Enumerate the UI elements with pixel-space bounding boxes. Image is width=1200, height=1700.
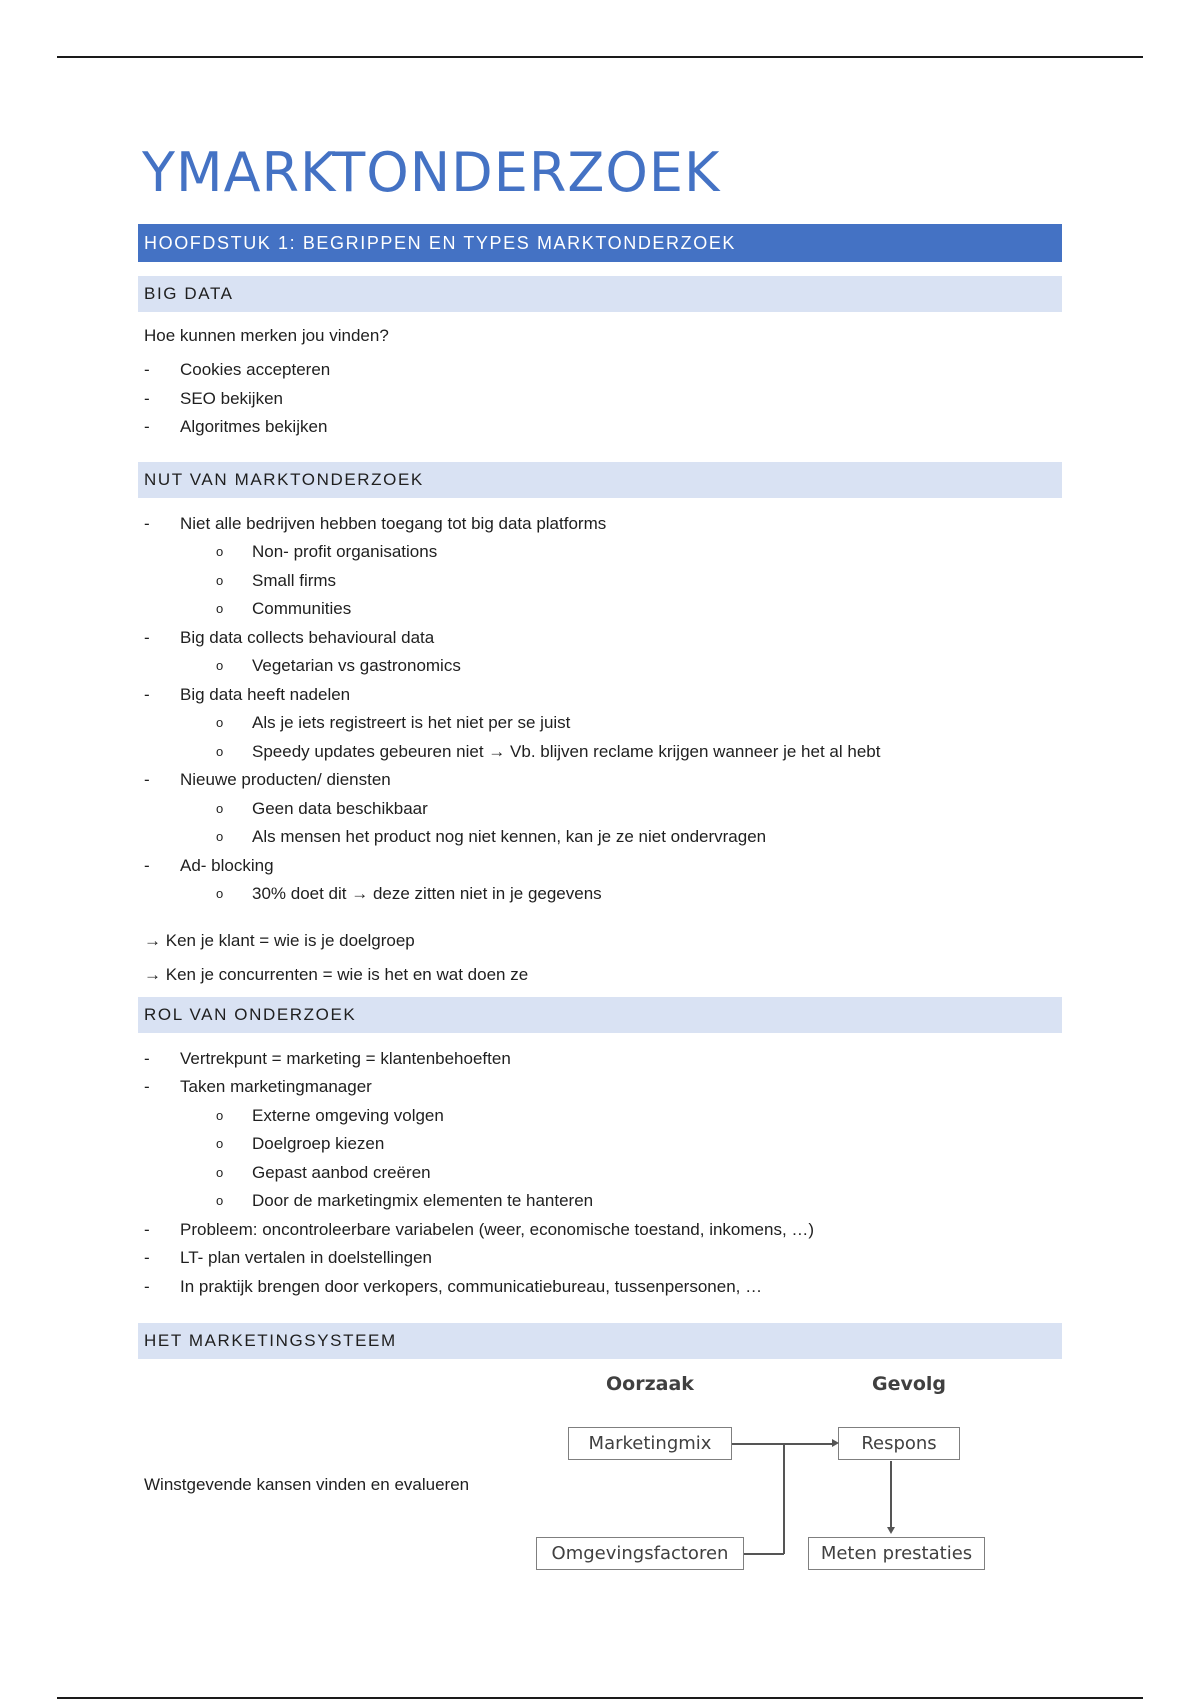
- bullet-dash: -: [144, 1048, 150, 1068]
- bullet-dash: -: [144, 855, 150, 875]
- bullet-dash: -: [144, 360, 150, 379]
- list-item: - LT- plan vertalen in doelstellingen: [138, 1244, 1062, 1273]
- connector-line: [890, 1461, 892, 1527]
- sub-list-item: o Geen data beschikbaar: [138, 795, 1062, 824]
- sub-list-item: o Speedy updates gebeuren niet → Vb. blijven reclame krijgen wanneer je het al hebt: [138, 738, 1062, 767]
- bullet-dash: -: [144, 1248, 150, 1267]
- big-data-question: Hoe kunnen merken jou vinden?: [144, 326, 389, 345]
- nut-list: [138, 510, 1062, 909]
- list-item: - Nieuwe producten/ diensten: [138, 766, 1062, 795]
- bullet-circle: o: [216, 743, 224, 759]
- section-heading-big-data: BIG DATA: [138, 276, 1062, 312]
- bullet-circle: o: [216, 886, 224, 901]
- arrow-icon: →: [144, 930, 161, 950]
- section-heading-systeem: HET MARKETINGSYSTEEM: [138, 1323, 1062, 1359]
- bullet-dash: -: [144, 1219, 150, 1239]
- list-item: - In praktijk brengen door verkopers, communicatiebureau, tussenpersonen, …: [138, 1273, 1062, 1302]
- bullet-circle: o: [216, 1193, 224, 1208]
- section-heading-nut: NUT VAN MARKTONDERZOEK: [138, 462, 1062, 498]
- bullet-circle: o: [216, 1164, 224, 1180]
- chapter-heading: HOOFDSTUK 1: BEGRIPPEN EN TYPES MARKTONDERZOEK: [138, 224, 1062, 262]
- list-item: - Probleem: oncontroleerbare variabelen (weer, economische toestand, inkomens, …): [138, 1216, 1062, 1245]
- bullet-dash: -: [144, 684, 150, 704]
- sub-list-item: o Communities: [138, 595, 1062, 624]
- bullet-circle: o: [216, 544, 224, 559]
- marketing-system-diagram: [138, 1359, 1062, 1589]
- bullet-dash: -: [144, 388, 150, 408]
- connector-line: [732, 1443, 832, 1445]
- bullet-circle: o: [216, 800, 224, 816]
- list-item: - Big data heeft nadelen: [138, 681, 1062, 710]
- sub-list-item: o Small firms: [138, 567, 1062, 596]
- bullet-circle: o: [216, 658, 224, 673]
- conclusion-line: → Ken je concurrenten = wie is het en wat doen ze: [144, 964, 529, 984]
- sub-list-item: o Door de marketingmix elementen te hanteren: [138, 1187, 1062, 1216]
- arrowhead-icon: [887, 1527, 895, 1534]
- box-meten-prestaties: Meten prestaties: [808, 1537, 985, 1570]
- bullet-circle: o: [216, 1136, 224, 1151]
- box-respons: Respons: [838, 1427, 960, 1460]
- conclusion-line: → Ken je klant = wie is je doelgroep: [144, 930, 415, 950]
- arrowhead-icon: [832, 1439, 839, 1447]
- sub-list-item: o Externe omgeving volgen: [138, 1102, 1062, 1131]
- sub-list-item: o Gepast aanbod creëren: [138, 1159, 1062, 1188]
- bullet-dash: -: [144, 417, 150, 436]
- bullet-circle: o: [216, 572, 224, 588]
- sub-list-item: o Als je iets registreert is het niet per se juist: [138, 709, 1062, 738]
- footer-rule: [57, 1697, 1143, 1699]
- connector-line: [783, 1444, 785, 1554]
- sub-list-item: o Als mensen het product nog niet kennen, kan je ze niet ondervragen: [138, 823, 1062, 852]
- rol-list: [138, 1045, 1062, 1302]
- document-title: YMARKTONDERZOEK: [142, 141, 721, 204]
- bullet-circle: o: [216, 601, 224, 616]
- bullet-circle: o: [216, 1107, 224, 1123]
- list-item: - SEO bekijken: [138, 385, 1062, 414]
- arrow-icon: →: [144, 964, 161, 984]
- list-item: - Big data collects behavioural data: [138, 624, 1062, 653]
- list-item: - Taken marketingmanager: [138, 1073, 1062, 1102]
- list-item: - Cookies accepteren: [138, 356, 1062, 385]
- bullet-dash: -: [144, 1276, 150, 1296]
- sub-list-item: o 30% doet dit → deze zitten niet in je gegevens: [138, 880, 1062, 909]
- bullet-dash: -: [144, 1077, 150, 1096]
- list-item: - Vertrekpunt = marketing = klantenbehoeften: [138, 1045, 1062, 1074]
- box-marketingmix: Marketingmix: [568, 1427, 732, 1460]
- bullet-dash: -: [144, 513, 150, 533]
- box-omgevingsfactoren: Omgevingsfactoren: [536, 1537, 744, 1570]
- sub-list-item: o Doelgroep kiezen: [138, 1130, 1062, 1159]
- list-item: - Niet alle bedrijven hebben toegang tot big data platforms: [138, 510, 1062, 539]
- bullet-circle: o: [216, 829, 224, 844]
- bullet-dash: -: [144, 627, 150, 647]
- document-body: [138, 140, 1062, 1589]
- column-heading-cause: Oorzaak: [606, 1373, 694, 1395]
- bullet-dash: -: [144, 770, 150, 789]
- sub-list-item: o Vegetarian vs gastronomics: [138, 652, 1062, 681]
- sub-list-item: o Non- profit organisations: [138, 538, 1062, 567]
- section-heading-rol: ROL VAN ONDERZOEK: [138, 997, 1062, 1033]
- bullet-circle: o: [216, 715, 224, 730]
- connector-line: [744, 1553, 784, 1555]
- list-item: - Algoritmes bekijken: [138, 413, 1062, 442]
- list-item: - Ad- blocking: [138, 852, 1062, 881]
- big-data-list: [138, 356, 1062, 442]
- column-heading-effect: Gevolg: [872, 1373, 947, 1395]
- diagram-left-text: Winstgevende kansen vinden en evalueren: [144, 1475, 470, 1494]
- header-rule: [57, 56, 1143, 58]
